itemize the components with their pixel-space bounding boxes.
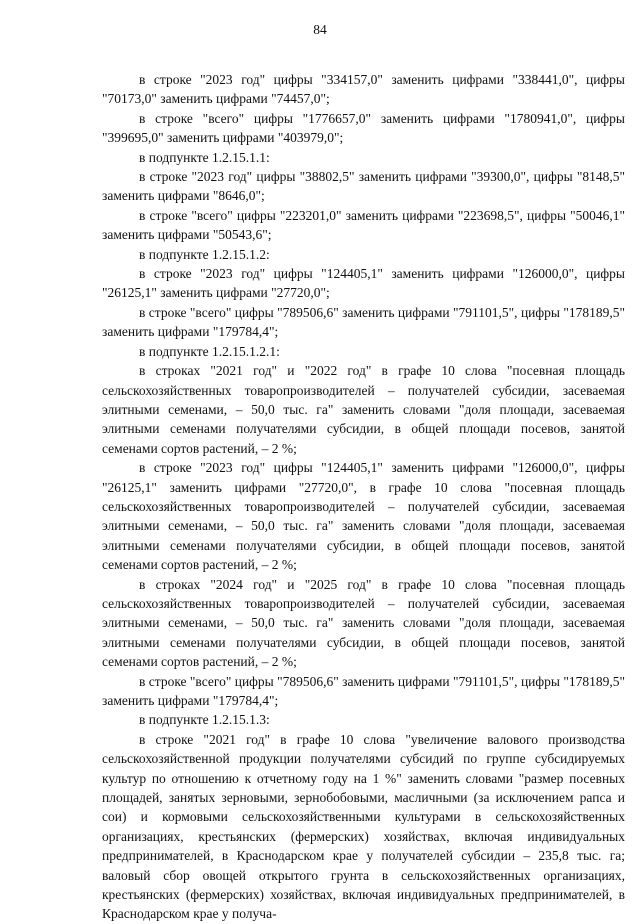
paragraph: в подпункте 1.2.15.1.2: — [139, 246, 270, 262]
paragraph: в строке "всего" цифры "1776657,0" заменить цифрами "1780941,0", цифры "399695,0" заменить цифрами "403979,0"; — [102, 110, 625, 146]
paragraph: в подпункте 1.2.15.1.1: — [139, 149, 270, 165]
paragraph: в строках "2024 год" и "2025 год" в графе 10 слова "посевная площадь сельскохозяйственных товаропроизводителей – получателей субсидии, засеваемая элитными семенами, – 50,0 тыс. га" заменить словами "доля площади, засеваемая элитными семенами получателями субсидии, в общей площади посевов, занятой семенами сортов растений, – 2 %; — [102, 576, 625, 670]
paragraph: в строке "всего" цифры "223201,0" заменить цифрами "223698,5", цифры "50046,1" заменить цифрами "50543,6"; — [102, 207, 625, 243]
paragraph: в строке "2021 год" в графе 10 слова "увеличение валового производства сельскохозяйственной продукции получателями субсидий по группе субсидируемых культур по отношению к отчетному году на 1 %" заменить словами "размер посевных площадей, занятых зерновыми, зернобобовыми, масличными (за исключением рапса и сои) и кормовыми сельскохозяйственными культурами в сельскохозяйственных организациях, крестьянских (фермерских) хозяйствах, включая индивидуальных предпринимателей, в Краснодарском крае у получателей субсидии – 235,8 тыс. га; валовый сбор овощей открытого грунта в сельскохозяйственных организациях, крестьянских (фермерских) хозяйствах, включая индивидуальных предпринимателей, в Краснодарском крае у получа- — [102, 731, 625, 922]
document-body — [102, 70, 625, 924]
paragraph: в подпункте 1.2.15.1.2.1: — [139, 343, 280, 359]
paragraph: в строке "2023 год" цифры "124405,1" заменить цифрами "126000,0", цифры "26125,1" заменить цифрами "27720,0"; — [102, 266, 625, 301]
paragraph: в подпункте 1.2.15.1.3: — [139, 712, 270, 728]
paragraph: в строке "всего" цифры "789506,6" заменить цифрами "791101,5", цифры "178189,5" заменить цифрами "179784,4"; — [102, 304, 625, 340]
page-number: 84 — [313, 22, 327, 37]
paragraph: в строке "2023 год" цифры "334157,0" заменить цифрами "338441,0", цифры "70173,0" заменить цифрами "74457,0"; — [102, 72, 625, 107]
paragraph: в строке "2023 год" цифры "38802,5" заменить цифрами "39300,0", цифры "8148,5" заменить цифрами "8646,0"; — [102, 169, 625, 204]
paragraph: в строке "всего" цифры "789506,6" заменить цифрами "791101,5", цифры "178189,5" заменить цифрами "179784,4"; — [102, 673, 625, 708]
paragraph: в строке "2023 год" цифры "124405,1" заменить цифрами "126000,0", цифры "26125,1" заменить цифрами "27720,0", в графе 10 слова "посевная площадь сельскохозяйственных товаропроизводителей – получателей субсидии, засеваемая элитными семенами, – 50,0 тыс. га" заменить словами "доля площади, засеваемая элитными семенами получателями субсидии, в общей площади посевов, занятой семенами сортов растений, – 2 %; — [102, 460, 625, 573]
paragraph: в строках "2021 год" и "2022 год" в графе 10 слова "посевная площадь сельскохозяйственных товаропроизводителей – получателей субсидии, засеваемая элитными семенами, – 50,0 тыс. га" заменить словами "доля площади, засеваемая элитными семенами получателями субсидии, в общей площади посевов, занятой семенами сортов растений, – 2 %; — [102, 363, 625, 456]
